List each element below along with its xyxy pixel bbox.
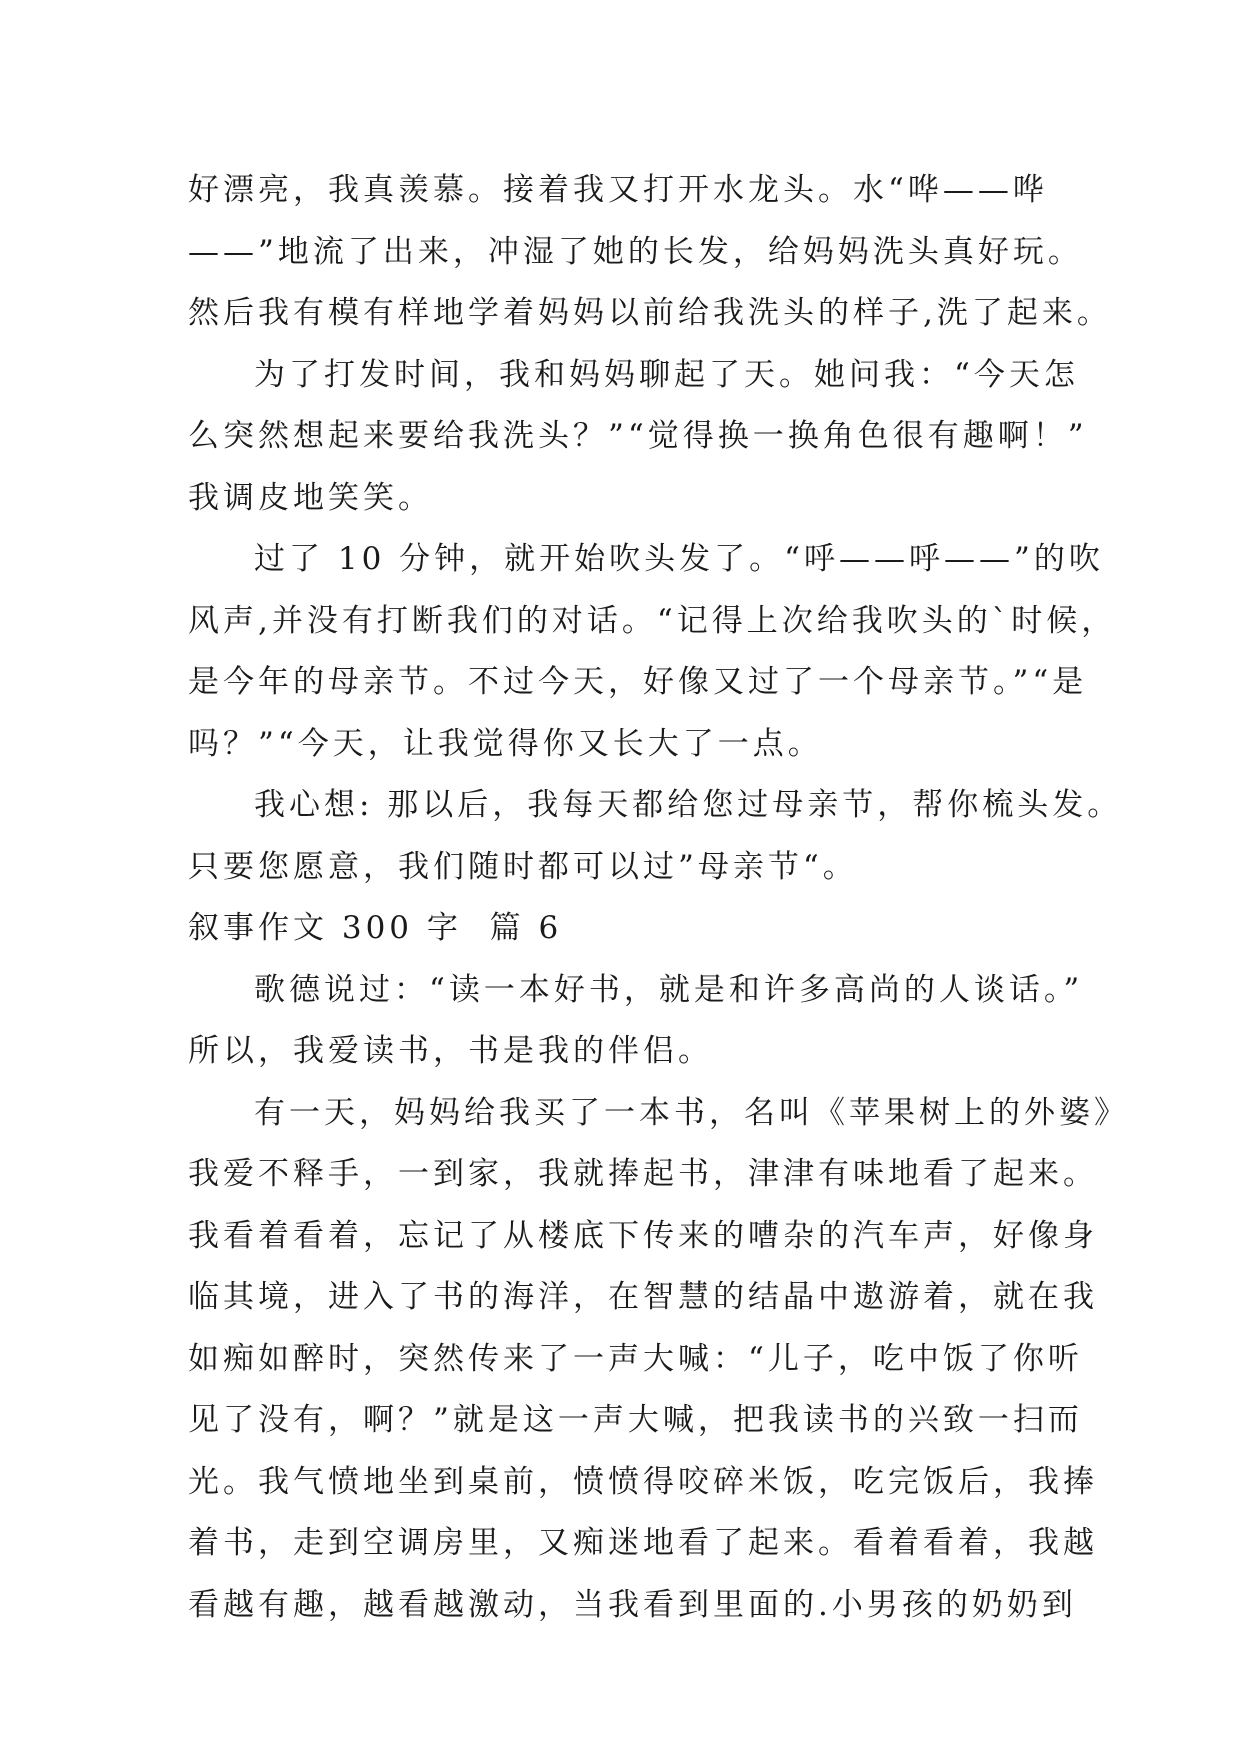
section-heading: 叙事作文 300 字 篇 6 — [188, 910, 563, 946]
text-line-9: 是今年的母亲节。不过今天，好像又过了一个母亲节。”“是 — [188, 664, 1088, 700]
text-line-15: 所以，我爱读书，书是我的伴侣。 — [188, 1033, 713, 1069]
text-line-24: 看越有趣，越看越激动，当我看到里面的.小男孩的奶奶到 — [188, 1586, 1077, 1623]
document-body — [188, 160, 1129, 1636]
text-line-7: 过了 10 分钟，就开始吹头发了。“呼——呼——”的吹 — [254, 541, 1104, 577]
text-line-11: 我心想: 那以后，我每天都给您过母亲节，帮你梳头发。 — [254, 787, 1123, 823]
text-line-23: 着书，走到空调房里，又痴迷地看了起来。看着看着，我越 — [188, 1525, 1098, 1561]
text-line-14: 歌德说过：“读一本好书，就是和许多高尚的人谈话。” — [254, 971, 1084, 1008]
text-line-3: 然后我有模有样地学着妈妈以前给我洗头的样子,洗了起来。 — [188, 295, 1112, 331]
text-line-6: 我调皮地笑笑。 — [188, 479, 433, 516]
text-line-10: 吗？”“今天，让我觉得你又长大了一点。 — [188, 725, 823, 762]
text-line-12: 只要您愿意，我们随时都可以过”母亲节“。 — [188, 848, 858, 885]
text-line-19: 临其境，进入了书的海洋，在智慧的结晶中遨游着，就在我 — [188, 1279, 1098, 1315]
text-line-22: 光。我气愤地坐到桌前，愤愤得咬碎米饭，吃完饭后，我捧 — [188, 1463, 1098, 1500]
text-line-2: ——”地流了出来，冲湿了她的长发，给妈妈洗头真好玩。 — [188, 233, 1083, 270]
text-line-5: 么突然想起来要给我洗头？”“觉得换一换角色很有趣啊！” — [188, 418, 1088, 454]
text-line-8: 风声,并没有打断我们的对话。“记得上次给我吹头的`时候， — [188, 602, 1117, 639]
text-line-16: 有一天，妈妈给我买了一本书，名叫《苹果树上的外婆》 — [254, 1094, 1129, 1131]
text-line-18: 我看着看着，忘记了从楼底下传来的嘈杂的汽车声，好像身 — [188, 1217, 1098, 1254]
text-line-20: 如痴如醉时，突然传来了一声大喊：“儿子，吃中饭了你听 — [188, 1340, 1083, 1377]
text-line-17: 我爱不释手，一到家，我就捧起书，津津有味地看了起来。 — [188, 1156, 1098, 1192]
text-line-21: 见了没有，啊？”就是这一声大喊，把我读书的兴致一扫而 — [188, 1402, 1083, 1438]
text-line-1: 好漂亮，我真羡慕。接着我又打开水龙头。水“哗——哗 — [188, 172, 1048, 208]
text-line-4: 为了打发时间，我和妈妈聊起了天。她问我：“今天怎 — [254, 356, 1079, 393]
